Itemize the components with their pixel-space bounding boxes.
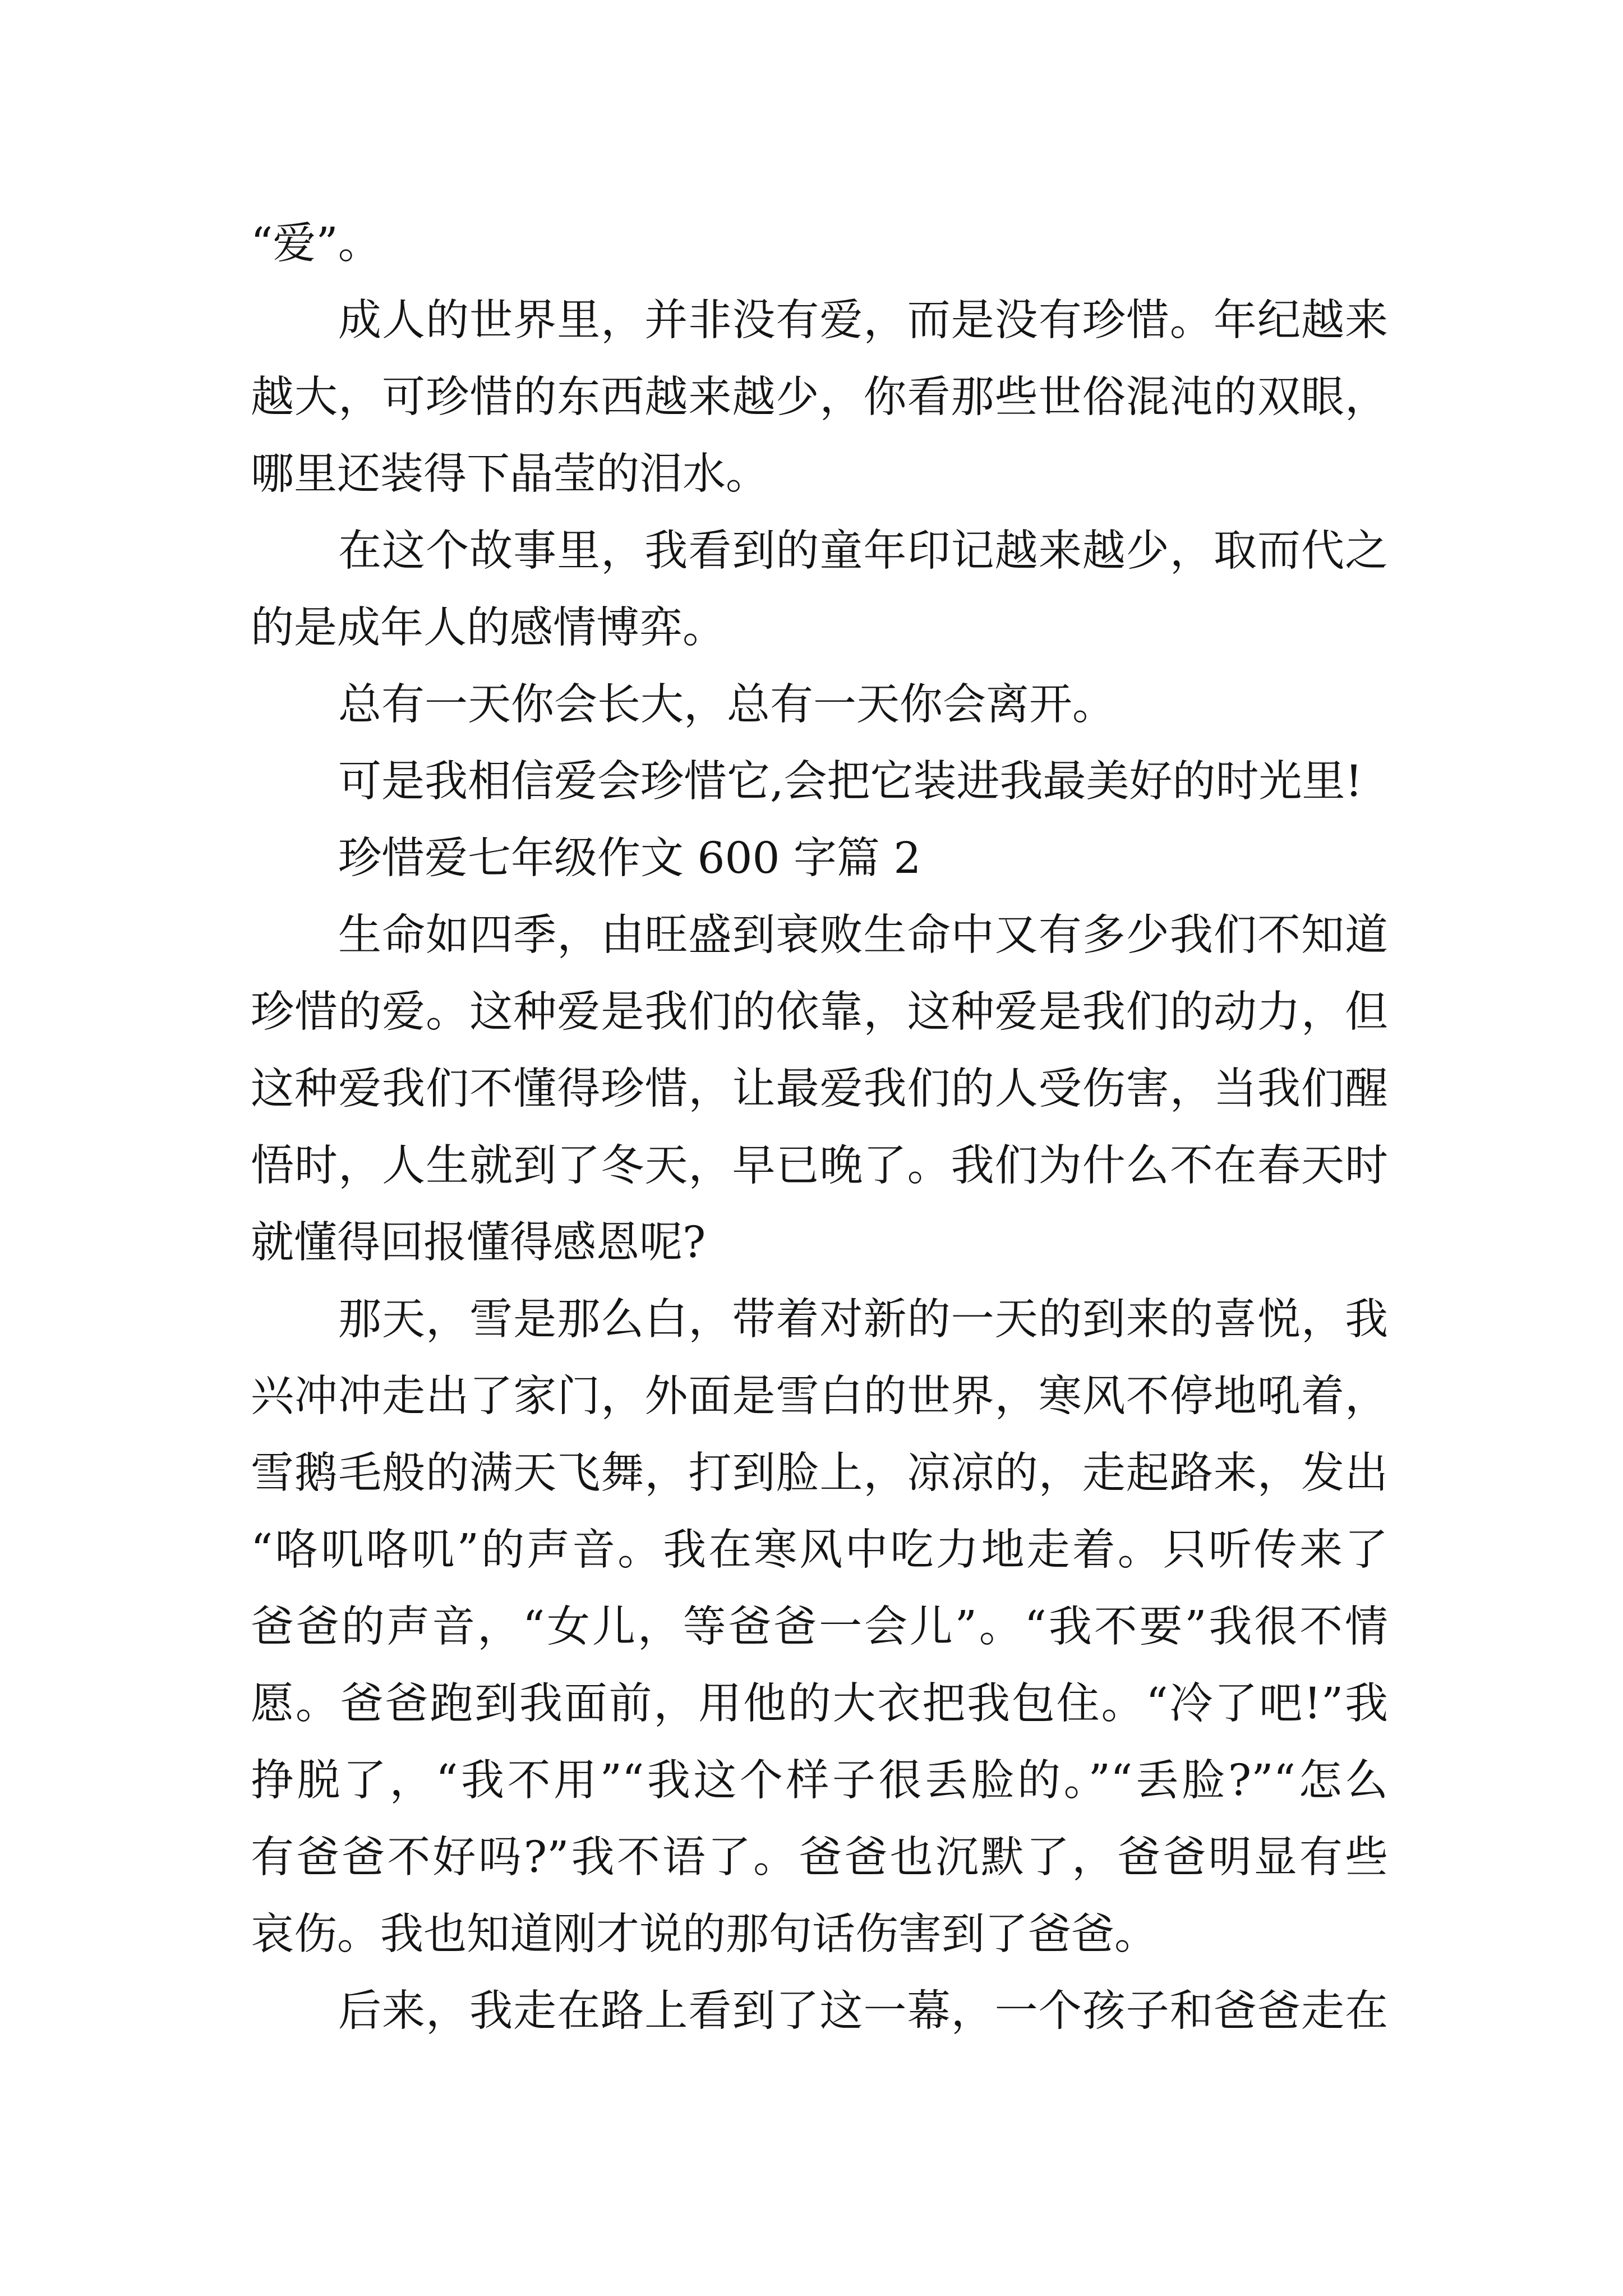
paragraph xyxy=(251,666,1388,743)
paragraph-line: 有爸爸不好吗?”我不语了。爸爸也沉默了，爸爸明显有些 xyxy=(251,1833,1388,1883)
paragraph-line: 挣脱了，“我不用”“我这个样子很丢脸的。”“丢脸?”“怎么 xyxy=(251,1756,1388,1806)
paragraph-line: 兴冲冲走出了家门，外面是雪白的世界，寒风不停地吼着， xyxy=(251,1372,1388,1421)
paragraph xyxy=(251,205,1388,282)
paragraph-line: 可是我相信爱会珍惜它,会把它装进我最美好的时光里! xyxy=(338,757,1363,807)
paragraph-line: 越大，可珍惜的东西越来越少，你看那些世俗混沌的双眼， xyxy=(251,372,1388,422)
paragraph-line: 哪里还装得下晶莹的泪水。 xyxy=(251,449,769,499)
paragraph xyxy=(251,1281,1388,1973)
paragraph-line: 那天，雪是那么白，带着对新的一天的到来的喜悦，我 xyxy=(338,1295,1388,1345)
paragraph-line: 后来，我走在路上看到了这一幕，一个孩子和爸爸走在 xyxy=(338,1986,1388,2036)
paragraph-line: 珍惜的爱。这种爱是我们的依靠，这种爱是我们的动力，但 xyxy=(251,987,1388,1037)
paragraph-line: 愿。爸爸跑到我面前，用他的大衣把我包住。“冷了吧!”我 xyxy=(251,1679,1388,1729)
document-body xyxy=(251,205,1388,2050)
paragraph xyxy=(251,1973,1388,2050)
paragraph-line: 雪鹅毛般的满天飞舞，打到脸上，凉凉的，走起路来，发出 xyxy=(251,1448,1388,1498)
paragraph-line: 就懂得回报懂得感恩呢? xyxy=(251,1218,706,1268)
section-heading-text: 珍惜爱七年级作文 600 字篇 2 xyxy=(338,834,921,884)
paragraph xyxy=(251,897,1388,1281)
paragraph-line: 爸爸的声音，“女儿，等爸爸一会儿”。“我不要”我很不情 xyxy=(251,1602,1388,1652)
paragraph-line: 哀伤。我也知道刚才说的那句话伤害到了爸爸。 xyxy=(251,1910,1158,1959)
paragraph-line: 总有一天你会长大，总有一天你会离开。 xyxy=(338,680,1115,730)
paragraph-line: 生命如四季，由旺盛到衰败生命中又有多少我们不知道 xyxy=(338,910,1388,960)
paragraph-line: 悟时，人生就到了冬天，早已晚了。我们为什么不在春天时 xyxy=(251,1141,1388,1191)
paragraph-line: 这种爱我们不懂得珍惜，让最爱我们的人受伤害，当我们醒 xyxy=(251,1064,1388,1114)
paragraph-line: “爱”。 xyxy=(251,219,381,269)
paragraph-line: “咯叽咯叽”的声音。我在寒风中吃力地走着。只听传来了 xyxy=(251,1525,1388,1575)
paragraph xyxy=(251,282,1388,513)
section-heading xyxy=(251,820,1388,897)
paragraph-line: 的是成年人的感情博弈。 xyxy=(251,603,726,653)
paragraph-line: 在这个故事里，我看到的童年印记越来越少，取而代之 xyxy=(338,526,1388,576)
paragraph-line: 成人的世界里，并非没有爱，而是没有珍惜。年纪越来 xyxy=(338,296,1388,346)
paragraph xyxy=(251,513,1388,666)
paragraph xyxy=(251,743,1388,820)
